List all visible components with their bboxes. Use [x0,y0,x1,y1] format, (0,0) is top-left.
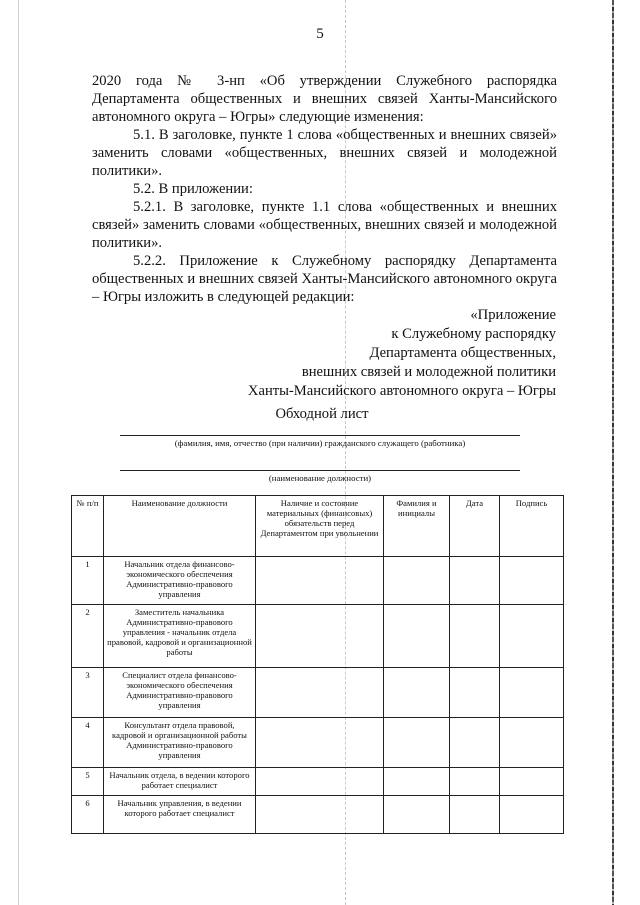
cell-obligations[interactable] [256,557,384,605]
page-number: 5 [316,26,324,42]
cell-fio[interactable] [384,668,450,718]
row-number: 1 [72,557,104,605]
table-row [72,796,564,834]
cell-signature[interactable] [500,557,564,605]
row-position: Начальник управления, в ведении которого работает специалист [104,796,256,834]
scan-edge-left [18,0,19,905]
table-row [72,557,564,605]
scan-edge-right [612,0,614,905]
paragraph-intro: 2020 года № 3-нп «Об утверждении Служебного распорядка Департамента общественных и внешних связей Ханты-Мансийского автономного округа – Югры» следующие изменения: [92,73,557,125]
cell-date[interactable] [450,796,500,834]
table-header-row [72,496,564,557]
appendix-line: Департамента общественных, [369,345,556,361]
form-title: Обходной лист [275,406,369,422]
cell-signature[interactable] [500,718,564,768]
cell-signature[interactable] [500,668,564,718]
header-num: № п/п [72,496,104,557]
cell-obligations[interactable] [256,718,384,768]
cell-signature[interactable] [500,605,564,668]
cell-obligations[interactable] [256,796,384,834]
paragraph-5-2: 5.2. В приложении: [133,181,253,197]
cell-fio[interactable] [384,796,450,834]
row-position: Заместитель начальника Административно-правового управления - начальник отдела правовой, кадровой и организационной работы [104,605,256,668]
appendix-line: внешних связей и молодежной политики [301,364,556,380]
cell-date[interactable] [450,605,500,668]
row-number: 3 [72,668,104,718]
row-position: Консультант отдела правовой, кадровой и организационной работы Административно-правового управления [104,718,256,768]
fio-fill-line [120,435,520,436]
header-signature: Подпись [500,496,564,557]
paragraph-5-1: 5.1. В заголовке, пункте 1 слова «общественных и внешних связей» заменить словами «общественных, внешних связей и молодежной политики». [92,127,557,179]
row-position: Начальник отдела, в ведении которого работает специалист [104,768,256,796]
header-obligations: Наличие и состояние материальных (финансовых) обязательств перед Департаментом при увольнении [256,496,384,557]
cell-obligations[interactable] [256,768,384,796]
clearance-table [71,495,564,834]
fio-caption: (фамилия, имя, отчество (при наличии) гражданского служащего (работника) [174,438,466,448]
row-number: 2 [72,605,104,668]
appendix-line: «Приложение [470,307,556,323]
cell-obligations[interactable] [256,668,384,718]
paragraph-5-2-1: 5.2.1. В заголовке, пункте 1.1 слова «общественных и внешних связей» заменить словами «общественных, внешних связей и молодежной политики». [92,199,557,251]
cell-date[interactable] [450,557,500,605]
paragraph-5-2-2: 5.2.2. Приложение к Служебному распорядку Департамента общественных и внешних связей Ханты-Мансийского автономного округа – Югры изложить в следующей редакции: [92,253,557,305]
row-position: Начальник отдела финансово-экономического обеспечения Административно-правового управления [104,557,256,605]
cell-date[interactable] [450,668,500,718]
cell-date[interactable] [450,718,500,768]
table-row [72,768,564,796]
cell-fio[interactable] [384,718,450,768]
table-row [72,668,564,718]
row-position: Специалист отдела финансово-экономического обеспечения Административно-правового управления [104,668,256,718]
row-number: 6 [72,796,104,834]
cell-fio[interactable] [384,768,450,796]
position-fill-line [120,470,520,471]
amendments-block [92,72,557,306]
header-fio: Фамилия и инициалы [384,496,450,557]
cell-signature[interactable] [500,768,564,796]
position-caption: (наименование должности) [268,473,372,483]
cell-obligations[interactable] [256,605,384,668]
row-number: 5 [72,768,104,796]
header-date: Дата [450,496,500,557]
header-position: Наименование должности [104,496,256,557]
table-row [72,605,564,668]
cell-fio[interactable] [384,557,450,605]
appendix-line: Ханты-Мансийского автономного округа – Югры [247,383,556,399]
row-number: 4 [72,718,104,768]
appendix-line: к Служебному распорядку [391,326,556,342]
cell-fio[interactable] [384,605,450,668]
table-row [72,718,564,768]
appendix-header [248,306,556,401]
cell-date[interactable] [450,768,500,796]
cell-signature[interactable] [500,796,564,834]
